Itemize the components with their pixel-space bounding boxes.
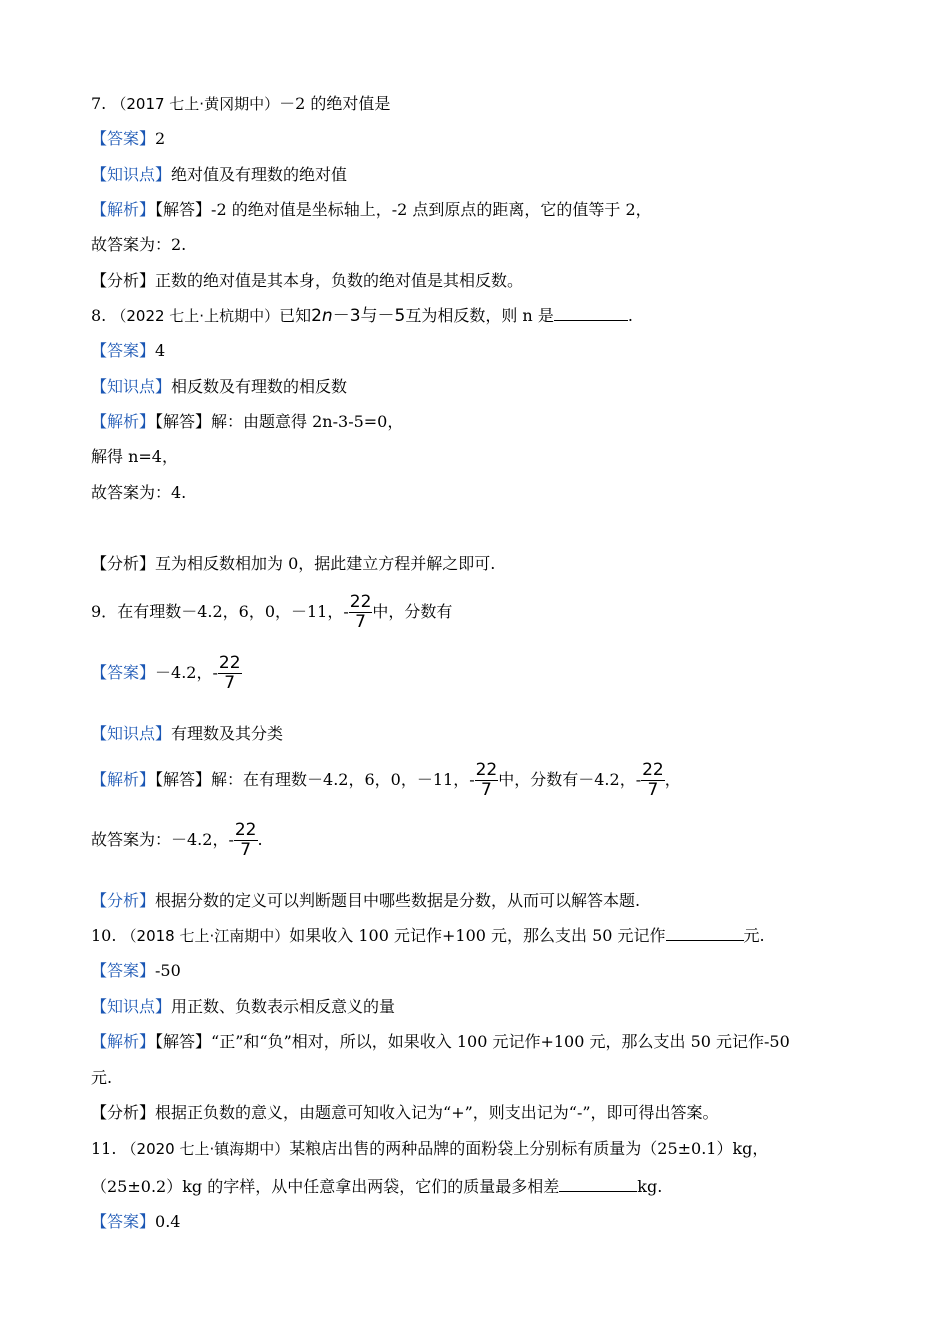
q9-summary: 根据分数的定义可以判断题目中哪些数据是分数，从而可以解答本题. — [155, 891, 641, 910]
q10-summary: 根据正负数的意义，由题意可知收入记为“+”，则支出记为“-”，即可得出答案。 — [155, 1103, 719, 1122]
fraction-denominator: 7 — [240, 840, 252, 860]
q11-stem-end: kg. — [637, 1177, 663, 1196]
knowledge-tag: 【知识点】 — [91, 724, 172, 743]
analysis-tag: 【解析】 — [91, 1032, 156, 1051]
q7-summary: 正数的绝对值是其本身，负数的绝对值是其相反数。 — [155, 271, 524, 290]
q11-stem-cont-line — [91, 1176, 662, 1198]
fraction-numerator: 22 — [642, 760, 664, 780]
q9-knowledge: 有理数及其分类 — [171, 724, 284, 743]
q10-solution: “正”和“负”相对，所以，如果收入 100 元记作+100 元，那么支出 50 元记作-50 — [211, 1032, 790, 1051]
knowledge-tag: 【知识点】 — [91, 377, 172, 396]
q9-solution-fraction-1 — [475, 761, 499, 800]
q8-source: （2022 七上·上杭期中） — [111, 307, 280, 325]
q10-solution-line — [91, 1031, 790, 1053]
q9-knowledge-line — [91, 723, 283, 745]
analysis-tag: 【解析】 — [91, 770, 156, 789]
q9-conclusion-prefix: 故答案为：－4.2，- — [91, 830, 234, 849]
q7-stem-line — [91, 93, 390, 115]
q8-stem-end: . — [627, 306, 633, 325]
q8-solution-line — [91, 411, 403, 433]
solution-tag: 【解答】 — [155, 770, 212, 789]
summary-tag: 【分析】 — [91, 891, 156, 910]
q8-stem-b: 互为相反数，则 n 是 — [405, 306, 554, 325]
q8-answer-blank — [554, 306, 628, 321]
q11-answer-blank — [559, 1177, 637, 1192]
q8-knowledge: 相反数及有理数的相反数 — [171, 377, 348, 396]
q8-stem-a: 已知 — [279, 306, 312, 325]
answer-tag: 【答案】 — [91, 129, 156, 148]
fraction-denominator: 7 — [224, 673, 236, 693]
q9-solution-b: 中，分数有－4.2，- — [498, 770, 642, 789]
q9-solution-line — [91, 758, 681, 802]
q10-source: （2018 七上·江南期中） — [121, 927, 290, 945]
q7-answer: 2 — [155, 129, 166, 148]
q8-knowledge-line — [91, 376, 347, 398]
q11-number: 11. — [91, 1139, 117, 1158]
q10-answer: -50 — [155, 961, 181, 980]
q8-summary-line — [91, 553, 495, 575]
q9-solution-fraction-2 — [641, 761, 665, 800]
q10-stem-end: 元. — [743, 926, 765, 945]
q9-conclusion-line — [91, 818, 263, 862]
answer-tag: 【答案】 — [91, 341, 156, 360]
analysis-tag: 【解析】 — [91, 200, 156, 219]
q10-summary-line — [91, 1102, 719, 1124]
q7-summary-line — [91, 270, 523, 292]
solution-tag: 【解答】 — [155, 200, 212, 219]
q11-stem: 某粮店出售的两种品牌的面粉袋上分别标有质量为（25±0.1）kg， — [289, 1139, 769, 1158]
q7-source: （2017 七上·黄冈期中） — [111, 95, 280, 113]
fraction-denominator: 7 — [355, 612, 366, 632]
q11-stem-line — [91, 1138, 768, 1160]
q9-summary-line — [91, 890, 640, 912]
q9-stem-end: 中，分数有 — [372, 602, 453, 621]
q10-answer-blank — [666, 926, 744, 941]
q10-solution-cont: 元. — [91, 1068, 113, 1087]
q8-expr-rest: －3与－5 — [332, 306, 406, 326]
fraction-numerator: 22 — [234, 820, 257, 840]
q8-conclusion: 故答案为：4. — [91, 483, 187, 502]
answer-tag: 【答案】 — [91, 663, 156, 682]
q9-conclusion-end: . — [257, 830, 263, 849]
q10-knowledge: 用正数、负数表示相反意义的量 — [171, 997, 396, 1016]
q11-source: （2020 七上·镇海期中） — [121, 1140, 290, 1158]
q7-solution: -2 的绝对值是坐标轴上，-2 点到原点的距离，它的值等于 2， — [211, 200, 652, 219]
q9-conclusion-fraction — [234, 821, 258, 860]
q9-number: 9． — [91, 602, 118, 621]
q7-number: 7. — [91, 94, 107, 113]
q9-fraction — [349, 593, 373, 632]
fraction-numerator: 22 — [475, 760, 498, 780]
q10-stem: 如果收入 100 元记作+100 元，那么支出 50 元记作 — [289, 926, 666, 945]
answer-tag: 【答案】 — [91, 1212, 156, 1231]
summary-tag: 【分析】 — [91, 554, 156, 573]
q11-answer-line — [91, 1211, 180, 1233]
q8-step: 解得 n=4， — [91, 447, 178, 466]
knowledge-tag: 【知识点】 — [91, 165, 172, 184]
q11-stem-cont: （25±0.2）kg 的字样，从中任意拿出两袋，它们的质量最多相差 — [91, 1177, 560, 1196]
q8-number: 8. — [91, 306, 107, 325]
q8-stem-line — [91, 305, 633, 327]
q7-conclusion: 故答案为：2. — [91, 235, 187, 254]
q8-expression — [311, 306, 405, 326]
q9-solution-a: 解：在有理数－4.2，6，0，－11，- — [211, 770, 475, 789]
q9-answer-line — [91, 651, 242, 695]
q7-stem: －2 的绝对值是 — [279, 94, 391, 113]
fraction-numerator: 22 — [349, 592, 372, 612]
q7-answer-line — [91, 128, 165, 150]
solution-tag: 【解答】 — [155, 1032, 212, 1051]
knowledge-tag: 【知识点】 — [91, 997, 172, 1016]
q8-solution: 解：由题意得 2n-3-5=0， — [211, 412, 404, 431]
solution-tag: 【解答】 — [155, 412, 212, 431]
q8-summary: 互为相反数相加为 0，据此建立方程并解之即可. — [155, 554, 496, 573]
q9-stem: 在有理数－4.2，6，0，－11，- — [117, 602, 349, 621]
q8-expr-coef: 2 — [311, 306, 322, 326]
q7-solution-line — [91, 199, 652, 221]
q9-stem-line — [91, 590, 452, 634]
fraction-numerator: 22 — [218, 653, 241, 673]
summary-tag: 【分析】 — [91, 1103, 156, 1122]
answer-tag: 【答案】 — [91, 961, 156, 980]
q10-knowledge-line — [91, 996, 395, 1018]
fraction-denominator: 7 — [647, 780, 659, 800]
q10-stem-line — [91, 925, 765, 947]
summary-tag: 【分析】 — [91, 271, 156, 290]
q9-solution-end: ， — [664, 770, 681, 789]
q7-knowledge-line — [91, 164, 347, 186]
q10-number: 10. — [91, 926, 117, 945]
q7-knowledge: 绝对值及有理数的绝对值 — [171, 165, 348, 184]
q8-answer: 4 — [155, 341, 166, 360]
q8-answer-line — [91, 340, 165, 362]
q9-answer-fraction — [218, 654, 242, 693]
q9-answer-prefix: －4.2，- — [155, 663, 218, 682]
q8-expr-var: n — [321, 306, 333, 326]
analysis-tag: 【解析】 — [91, 412, 156, 431]
q11-answer: 0.4 — [155, 1212, 181, 1231]
fraction-denominator: 7 — [481, 780, 492, 800]
q10-answer-line — [91, 960, 181, 982]
